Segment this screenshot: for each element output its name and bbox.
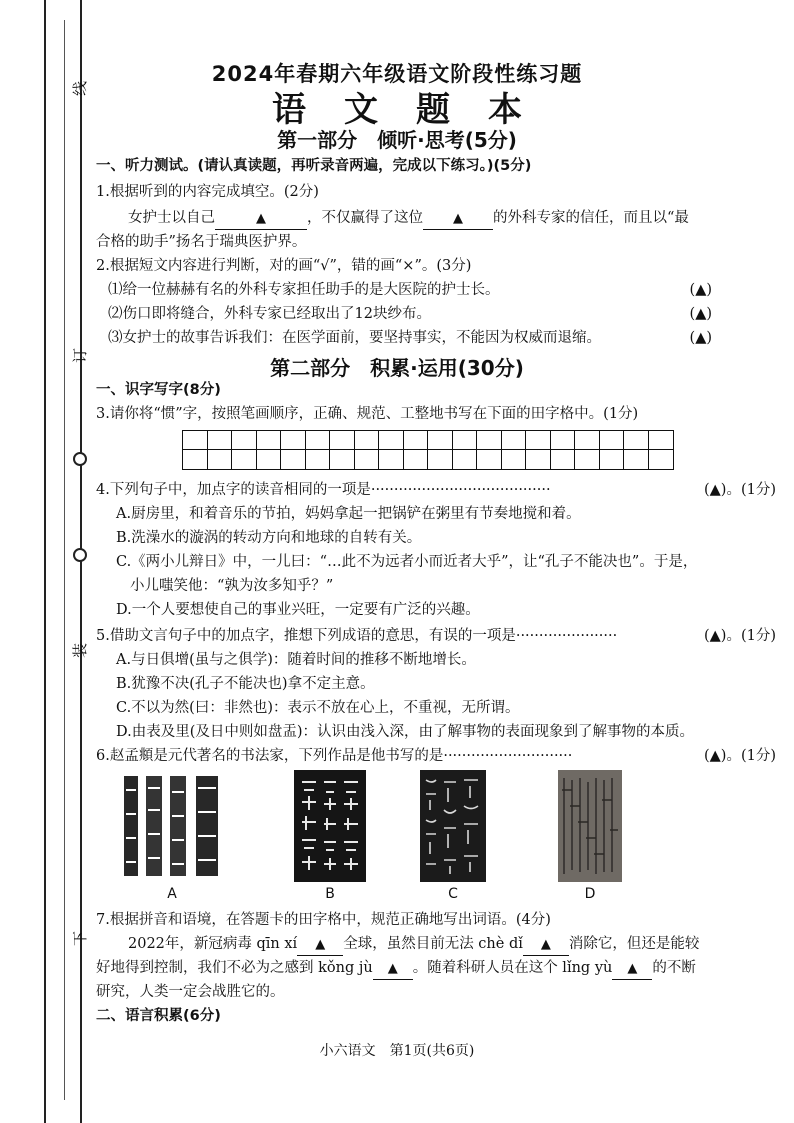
tianzige-cell[interactable] <box>624 431 649 450</box>
part1-title: 第一部分 倾听·思考(5分) <box>277 128 517 152</box>
part1-section1: 一、听力测试。(请认真读题，再听录音两遍，完成以下练习。)(5分) <box>96 158 532 174</box>
q5-answer[interactable]: (▲)。(1分) <box>703 628 776 644</box>
q4-option-a: A.厨房里，和着音乐的节拍，妈妈拿起一把锅铲在粥里有节奏地搅和着。 <box>116 506 581 522</box>
option-label-d[interactable]: D <box>584 886 596 902</box>
calligraphy-image-b <box>294 770 366 882</box>
q1-line2: 合格的助手”扬名于瑞典医护界。 <box>96 234 307 250</box>
tianzige-cell[interactable] <box>453 450 478 469</box>
tianzige-cell[interactable] <box>330 450 355 469</box>
tianzige-cell[interactable] <box>355 431 380 450</box>
binding-hole-2 <box>73 548 87 562</box>
q1-line1: 女护士以自己 ▲ ，不仅赢得了这位 ▲ 的外科专家的信任，而且以“最 <box>128 208 794 230</box>
binding-line-margin <box>64 20 65 1100</box>
q4-option-c-1: C.《两小儿辩日》中，一儿曰：“…此不为远者小而近者大乎”，让“孔子不能决也”。于是， <box>116 554 698 570</box>
tianzige-cell[interactable] <box>477 450 502 469</box>
tianzige-cell[interactable] <box>306 450 331 469</box>
q2-answer-3[interactable]: (▲) <box>689 330 712 346</box>
q5-stem: 5.借助文言句子中的加点字，推想下列成语的意思，有误的一项是······················ (▲)。(1分) <box>96 628 776 644</box>
subject-title: 语文题本 <box>272 90 560 130</box>
tianzige-cell[interactable] <box>526 431 551 450</box>
tianzige-cell[interactable] <box>379 431 404 450</box>
q5-option-b: B.犹豫不决(孔子不能决也)拿不定主意。 <box>116 676 375 692</box>
tianzige-cell[interactable] <box>575 450 600 469</box>
q5-option-a: A.与日俱增(虽与之俱学)：随着时间的推移不断地增长。 <box>116 652 476 668</box>
tianzige-cell[interactable] <box>600 431 625 450</box>
q2-answer-2[interactable]: (▲) <box>689 306 712 322</box>
tianzige-cell[interactable] <box>281 431 306 450</box>
tianzige-cell[interactable] <box>404 431 429 450</box>
tianzige-cell[interactable] <box>477 431 502 450</box>
page-footer: 小六语文 第1页(共6页) <box>319 1043 475 1059</box>
tianzige-cell[interactable] <box>183 450 208 469</box>
q6-stem: 6.赵孟頫是元代著名的书法家，下列作品是他书写的是···························· (▲)。(1分) <box>96 748 776 764</box>
q6-answer[interactable]: (▲)。(1分) <box>703 748 776 764</box>
q2-item-1: ⑴给一位赫赫有名的外科专家担任助手的是大医院的护士长。 (▲) <box>108 282 712 298</box>
tianzige-cell[interactable] <box>649 431 674 450</box>
tianzige-cell[interactable] <box>624 450 649 469</box>
q7-blank-1[interactable]: ▲ <box>297 934 343 956</box>
q4-stem: 4.下列句子中，加点字的读音相同的一项是······································· (▲)。(1分) <box>96 482 776 498</box>
tianzige-cell[interactable] <box>183 431 208 450</box>
q2-answer-1[interactable]: (▲) <box>689 282 712 298</box>
tianzige-cell[interactable] <box>355 450 380 469</box>
calligraphy-image-a <box>120 770 224 882</box>
q7-line2: 好地得到控制，我们不必为之感到 kǒng jù ▲ 。随着科研人员在这个 lǐng yù ▲ 的不断 <box>96 958 776 980</box>
tianzige-cell[interactable] <box>281 450 306 469</box>
q5-option-d: D.由表及里(及日中则如盘盂)：认识由浅入深，由了解事物的表面现象到了解事物的本质。 <box>116 724 695 740</box>
q3-stem: 3.请你将“惯”字，按照笔画顺序，正确、规范、工整地书写在下面的田字格中。(1分) <box>96 406 639 422</box>
q7-blank-3[interactable]: ▲ <box>373 958 413 980</box>
q4-option-c-2: 小儿嗤笑他：“孰为汝多知乎？” <box>130 578 334 594</box>
tianzige-cell[interactable] <box>502 450 527 469</box>
tianzige-cell[interactable] <box>428 431 453 450</box>
q2-item-2: ⑵伤口即将缝合，外科专家已经取出了12块纱布。 (▲) <box>108 306 712 322</box>
binding-margin <box>0 0 100 1123</box>
tianzige-cell[interactable] <box>551 431 576 450</box>
part2-section2: 二、语言积累(6分) <box>96 1008 221 1024</box>
tianzige-cell[interactable] <box>502 431 527 450</box>
tianzige-cell[interactable] <box>330 431 355 450</box>
binding-label-xian: 线 <box>71 80 90 97</box>
q4-option-b: B.洗澡水的漩涡的转动方向和地球的自转有关。 <box>116 530 422 546</box>
option-label-b[interactable]: B <box>325 886 335 902</box>
q7-blank-4[interactable]: ▲ <box>612 958 652 980</box>
tianzige-cell[interactable] <box>600 450 625 469</box>
tianzige-cell[interactable] <box>306 431 331 450</box>
q5-option-c: C.不以为然(曰：非然也)：表示不放在心上，不重视，无所谓。 <box>116 700 520 716</box>
tianzige-cell[interactable] <box>208 450 233 469</box>
tianzige-cell[interactable] <box>551 450 576 469</box>
q1-blank-1[interactable]: ▲ <box>215 208 307 230</box>
tianzige-grid[interactable] <box>182 430 674 470</box>
tianzige-cell[interactable] <box>404 450 429 469</box>
binding-label-xia: 下 <box>71 930 90 947</box>
option-label-c[interactable]: C <box>448 886 458 902</box>
tianzige-cell[interactable] <box>428 450 453 469</box>
tianzige-cell[interactable] <box>232 450 257 469</box>
part2-section1: 一、识字写字(8分) <box>96 382 221 398</box>
tianzige-cell[interactable] <box>257 450 282 469</box>
q1-blank-2[interactable]: ▲ <box>423 208 493 230</box>
q2-stem: 2.根据短文内容进行判断，对的画“√”，错的画“×”。(3分) <box>96 258 472 274</box>
q4-answer[interactable]: (▲)。(1分) <box>703 482 776 498</box>
exam-title: 2024年春期六年级语文阶段性练习题 <box>211 62 583 86</box>
q7-line1: 2022年，新冠病毒 qīn xí ▲ 全球，虽然目前无法 chè dǐ ▲ 消除它，但还是能较 <box>128 934 794 956</box>
calligraphy-image-d <box>558 770 622 882</box>
option-label-a[interactable]: A <box>167 886 177 902</box>
tianzige-cell[interactable] <box>575 431 600 450</box>
q1-stem: 1.根据听到的内容完成填空。(2分) <box>96 184 319 200</box>
q7-blank-2[interactable]: ▲ <box>523 934 569 956</box>
tianzige-cell[interactable] <box>257 431 282 450</box>
tianzige-cell[interactable] <box>526 450 551 469</box>
q7-stem: 7.根据拼音和语境，在答题卡的田字格中，规范正确地写出词语。(4分) <box>96 912 551 928</box>
part2-title: 第二部分 积累·运用(30分) <box>270 356 524 380</box>
tianzige-cell[interactable] <box>232 431 257 450</box>
tianzige-cell[interactable] <box>208 431 233 450</box>
binding-hole-1 <box>73 452 87 466</box>
calligraphy-image-c <box>420 770 486 882</box>
tianzige-cell[interactable] <box>379 450 404 469</box>
binding-line-outer <box>44 0 46 1123</box>
binding-label-zhuang: 装 <box>71 642 90 659</box>
tianzige-cell[interactable] <box>453 431 478 450</box>
binding-label-ding: 订 <box>71 347 90 364</box>
q7-line3: 研究，人类一定会战胜它的。 <box>96 984 285 1000</box>
q4-option-d: D.一个人要想使自己的事业兴旺，一定要有广泛的兴趣。 <box>116 602 480 618</box>
q2-item-3: ⑶女护士的故事告诉我们：在医学面前，要坚持事实，不能因为权威而退缩。 (▲) <box>108 330 712 346</box>
tianzige-cell[interactable] <box>649 450 674 469</box>
